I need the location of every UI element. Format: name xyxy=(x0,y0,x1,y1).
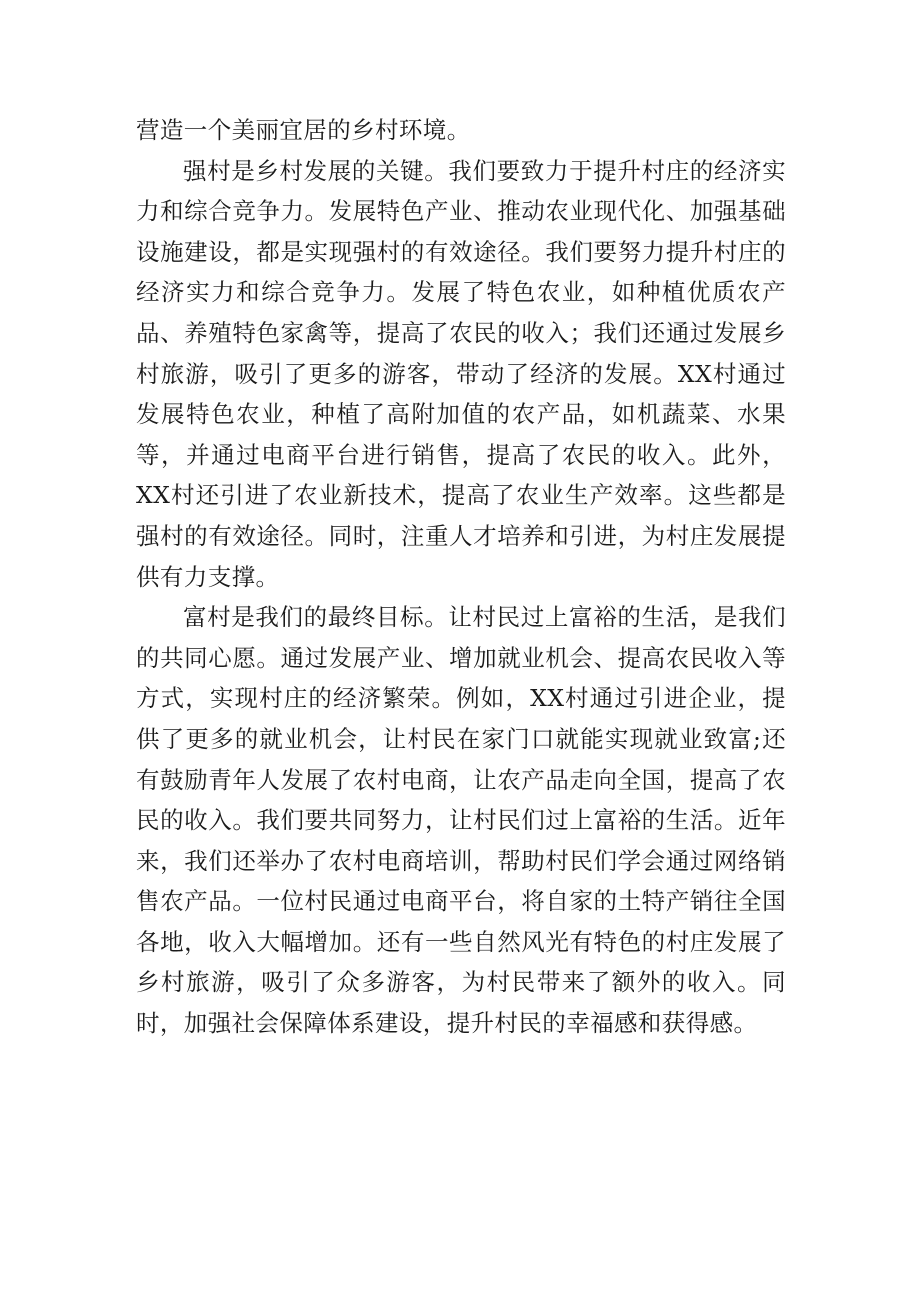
document-body xyxy=(136,110,786,1044)
paragraph-1: 营造一个美丽宜居的乡村环境。 xyxy=(136,116,471,144)
paragraph-3: 富村是我们的最终目标。让村民过上富裕的生活，是我们的共同心愿。通过发展产业、增加就业机会、提高农民收入等方式，实现村庄的经济繁荣。例如，XX村通过引进企业，提供了更多的就业机会，让村民在家门口就能实现就业致富;还有鼓励青年人发展了农村电商，让农产品走向全国，提高了农民的收入。我们要共同努力，让村民们过上富裕的生活。近年来，我们还举办了农村电商培训，帮助村民们学会通过网络销售农产品。一位村民通过电商平台，将自家的土特产销往全国各地，收入大幅增加。还有一些自然风光有特色的村庄发展了乡村旅游，吸引了众多游客，为村民带来了额外的收入。同时，加强社会保障体系建设，提升村民的幸福感和获得感。 xyxy=(136,603,786,1038)
paragraph-2: 强村是乡村发展的关键。我们要致力于提升村庄的经济实力和综合竞争力。发展特色产业、推动农业现代化、加强基础设施建设，都是实现强村的有效途径。我们要努力提升村庄的经济实力和综合竞争力。发展了特色农业，如种植优质农产品、养殖特色家禽等，提高了农民的收入；我们还通过发展乡村旅游，吸引了更多的游客，带动了经济的发展。XX村通过发展特色农业，种植了高附加值的农产品，如机蔬菜、水果等，并通过电商平台进行销售，提高了农民的收入。此外，XX村还引进了农业新技术，提高了农业生产效率。这些都是强村的有效途径。同时，注重人才培养和引进，为村庄发展提供有力支撑。 xyxy=(136,156,786,591)
